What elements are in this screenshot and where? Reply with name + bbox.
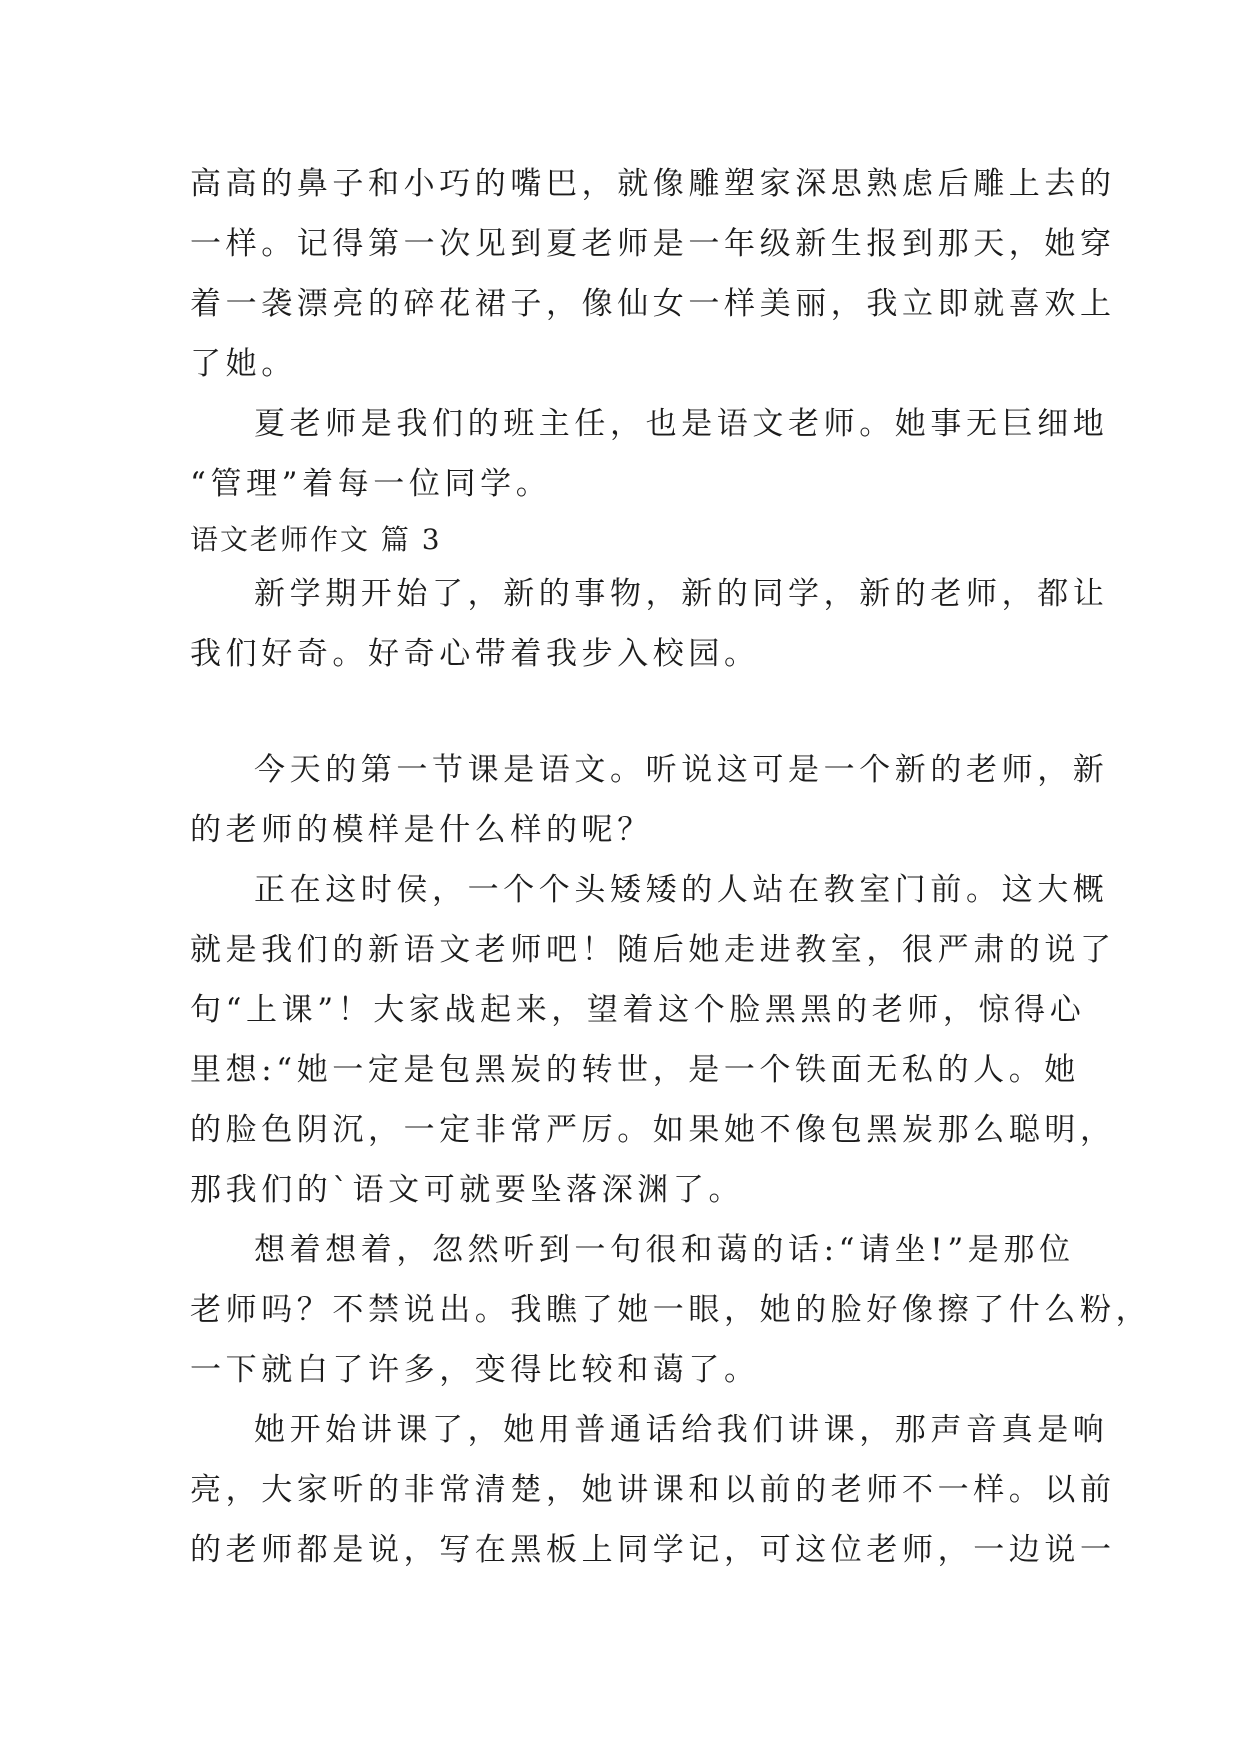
paragraph-line: 高高的鼻子和小巧的嘴巴，就像雕塑家深思熟虑后雕上去的 (190, 166, 1116, 202)
paragraph-line: 正在这时侯，一个个头矮矮的人站在教室门前。这大概 (254, 872, 1109, 908)
paragraph-line: 夏老师是我们的班主任，也是语文老师。她事无巨细地 (254, 406, 1109, 442)
paragraph-line: 那我们的`语文可就要坠落深渊了。 (190, 1172, 745, 1208)
paragraph-line: 想着想着，忽然听到一句很和蔼的话:“请坐!”是那位 (254, 1232, 1075, 1268)
paragraph-line: 老师吗？不禁说出。我瞧了她一眼，她的脸好像擦了什么粉， (190, 1292, 1152, 1328)
paragraph-line: 的老师都是说，写在黑板上同学记，可这位老师，一边说一 (190, 1532, 1116, 1568)
paragraph-line: 句“上课”！大家战起来，望着这个脸黑黑的老师，惊得心 (190, 992, 1086, 1028)
paragraph-line: “管理”着每一位同学。 (190, 466, 552, 502)
paragraph-line: 我们好奇。好奇心带着我步入校园。 (190, 636, 760, 672)
paragraph-line: 了她。 (190, 346, 297, 382)
paragraph-line: 的老师的模样是什么样的呢？ (190, 812, 653, 848)
paragraph-line: 里想:“她一定是包黑炭的转世，是一个铁面无私的人。她 (190, 1052, 1080, 1088)
paragraph-line: 亮，大家听的非常清楚，她讲课和以前的老师不一样。以前 (190, 1472, 1116, 1508)
paragraph-line: 一下就白了许多，变得比较和蔼了。 (190, 1352, 760, 1388)
paragraph-line: 着一袭漂亮的碎花裙子，像仙女一样美丽，我立即就喜欢上 (190, 286, 1116, 322)
paragraph-line: 新学期开始了，新的事物，新的同学，新的老师，都让 (254, 576, 1109, 612)
section-heading: 语文老师作文 篇 3 (190, 523, 442, 556)
paragraph-line: 一样。记得第一次见到夏老师是一年级新生报到那天，她穿 (190, 226, 1116, 262)
paragraph-line: 今天的第一节课是语文。听说这可是一个新的老师，新 (254, 752, 1109, 788)
paragraph-line: 就是我们的新语文老师吧！随后她走进教室，很严肃的说了 (190, 932, 1116, 968)
paragraph-line: 她开始讲课了，她用普通话给我们讲课，那声音真是响 (254, 1412, 1109, 1448)
paragraph-line: 的脸色阴沉，一定非常严厉。如果她不像包黑炭那么聪明， (190, 1112, 1116, 1148)
